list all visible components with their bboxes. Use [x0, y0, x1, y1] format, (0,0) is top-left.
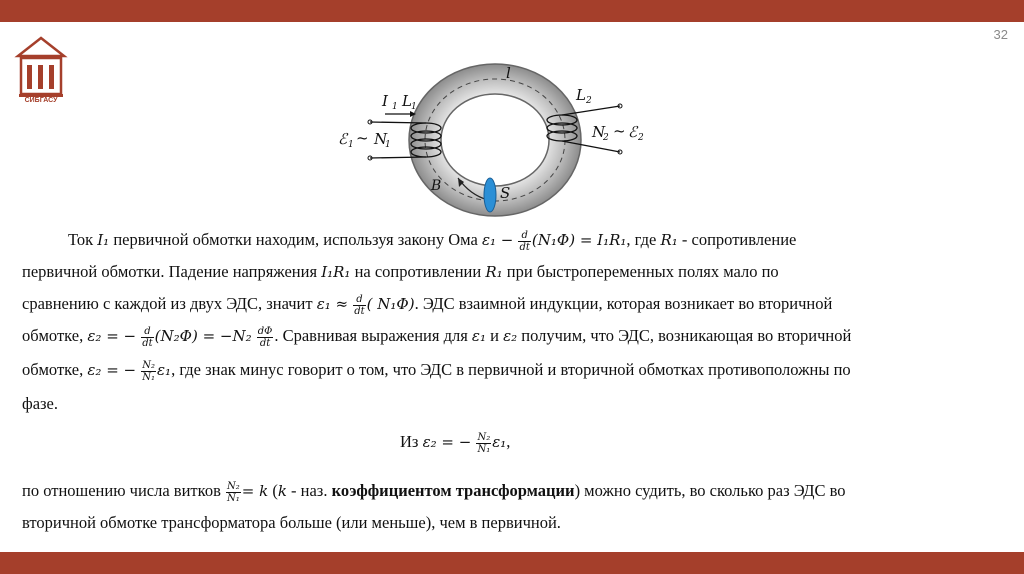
fraction-dphi-dt: $\frac{d\Phi}{dt}$	[257, 325, 273, 349]
svg-text:2: 2	[586, 96, 592, 106]
toroid-hole	[441, 94, 549, 186]
term-transformation-coefficient: коэффициентом трансформации	[331, 481, 575, 500]
label-s: S	[500, 184, 511, 202]
label-emf2: ℰ	[628, 123, 638, 141]
svg-text:1: 1	[411, 102, 417, 112]
toroid-transformer-diagram	[330, 60, 660, 220]
fraction-n2-n1: $\frac{\text{N₂}}{\text{N₁}}$	[226, 480, 240, 504]
svg-text:1: 1	[392, 102, 398, 112]
fraction-d-dt: $\frac{d}{dt}$	[142, 325, 153, 349]
svg-text:1: 1	[385, 140, 391, 150]
label-n2: N	[592, 123, 606, 141]
cross-section-s	[484, 178, 496, 212]
fraction-n2-n1: $\frac{\text{N₂}}{\text{N₁}}$	[142, 359, 155, 383]
label-i1: I	[382, 92, 388, 110]
svg-text:~: ~	[613, 122, 626, 140]
bottom-bar	[0, 552, 1024, 574]
label-l: l	[506, 64, 511, 82]
fraction-d-dt: $\frac{d}{dt}$	[519, 229, 530, 253]
label-b: B	[431, 178, 442, 194]
svg-text:~: ~	[356, 129, 369, 147]
fraction-n2-n1: $\frac{\text{N₂}}{\text{N₁}}$	[477, 431, 491, 455]
svg-text:1: 1	[348, 140, 354, 150]
label-emf1: ℰ	[338, 130, 348, 148]
fraction-d-dt: $\frac{d}{dt}$	[354, 293, 365, 317]
svg-text:2: 2	[638, 133, 644, 143]
logo-caption: СИБГАСУ	[24, 97, 58, 104]
svg-text:2: 2	[603, 133, 609, 143]
label-l2: L	[576, 86, 586, 104]
label-l1: L	[402, 92, 412, 110]
top-bar	[0, 0, 1024, 22]
page-number: 32	[993, 27, 1008, 42]
label-n1: N	[374, 130, 388, 148]
